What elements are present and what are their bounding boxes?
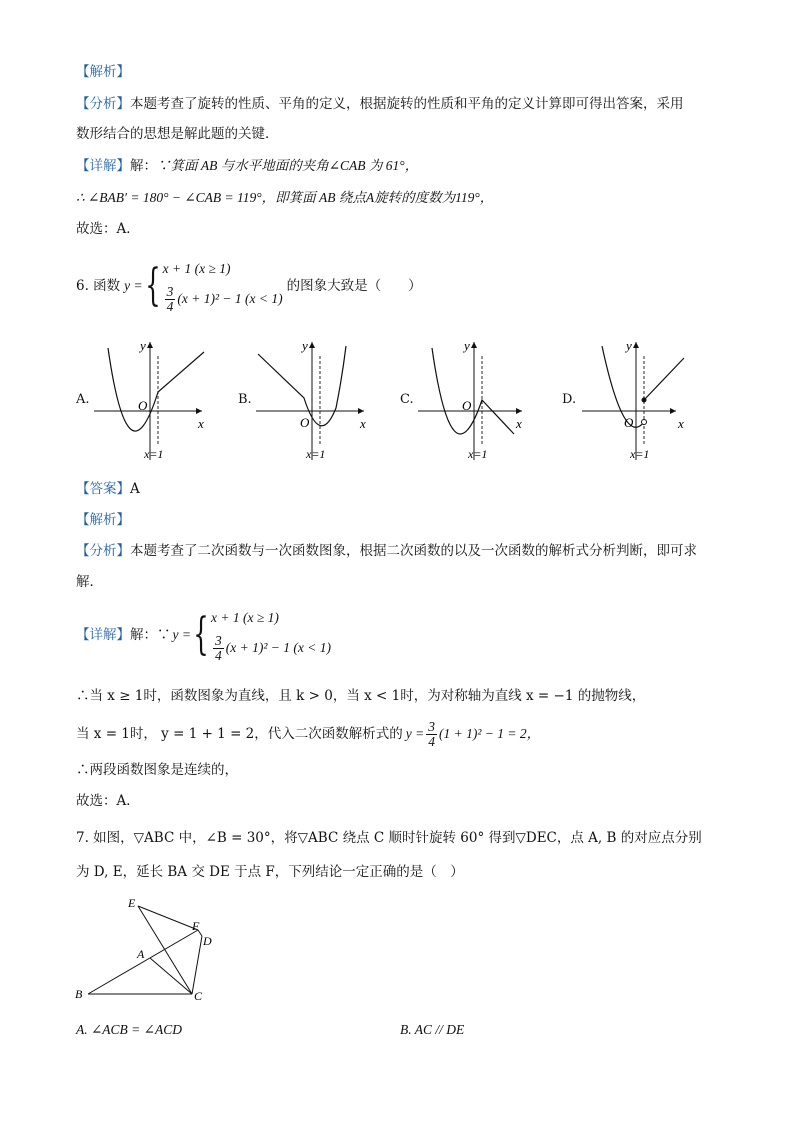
detail-2-piecewise-line: [76, 605, 331, 665]
detail-2-line2: [76, 718, 540, 750]
analysis-tag-2: 【分析】: [76, 543, 130, 559]
y-axis-label: y: [302, 338, 308, 353]
q6-case-2: [163, 285, 283, 314]
analysis-2-line2: 解．: [76, 574, 103, 590]
detail-text: 解：: [130, 158, 157, 174]
origin-label: O: [138, 398, 148, 413]
answer-line: [76, 479, 140, 499]
option-b-label: B.: [238, 392, 252, 407]
x-axis-label: x: [198, 416, 204, 431]
analysis-text-line1: 本题考查了旋转的性质、平角的定义，根据旋转的性质和平角的定义计算即可得出答案，采用: [130, 96, 684, 112]
answer-tag: 【答案】: [76, 481, 130, 497]
left-brace-icon: {: [144, 260, 161, 311]
analysis-section-header: 【解析】: [76, 64, 130, 80]
option-c-label: C.: [400, 392, 414, 407]
point-d-label: D: [203, 934, 212, 948]
x-axis-label: x: [678, 416, 684, 431]
detail-2-frac-num: 3: [214, 632, 222, 648]
q6-frac-den: 4: [166, 298, 174, 314]
x-axis-arrow-icon: [670, 408, 676, 414]
point-c-label: C: [194, 989, 203, 1003]
q6-case-1: x + 1 (x ≥ 1): [162, 260, 231, 276]
segment-ac: [150, 958, 192, 994]
point-f-label: F: [192, 919, 200, 933]
point-e-label: E: [128, 896, 136, 910]
line-label: x=1: [630, 447, 650, 461]
y-axis-arrow-icon: [633, 342, 639, 348]
detail-2-piecewise: [191, 608, 331, 663]
analysis-text-line2: 数形结合的思想是解此题的关键．: [76, 126, 279, 142]
detail-math-line2: ∴ ∠BAB′ = 180° − ∠CAB = 119°，即箕面 AB 绕点A旋转的度数为119°，: [76, 190, 494, 205]
point-b-label: B: [75, 987, 83, 1001]
graph-option-d: [580, 338, 720, 463]
y-axis-arrow-icon: [147, 342, 153, 348]
detail-2-line2-a: 当 x = 1时， y = 1 + 1 = 2，代入二次函数解析式的: [76, 726, 403, 742]
analysis-2-line1: 本题考查了二次函数与一次函数图象，根据二次函数的以及一次函数的解析式分析判断，即可求: [130, 543, 697, 559]
question-6-stem: [76, 256, 422, 316]
segment-ef: [138, 906, 198, 930]
x-axis-label: x: [516, 416, 522, 431]
graph-option-b: [256, 338, 396, 463]
q6-frac-num: 3: [166, 283, 174, 299]
answer-value: A: [130, 481, 140, 497]
q6-piecewise: [143, 259, 283, 314]
q7-option-a: A. ∠ACB = ∠ACD: [76, 1022, 182, 1037]
detail-conclusion: 故选：A．: [76, 221, 140, 237]
line-label: x=1: [306, 447, 326, 461]
x-axis-arrow-icon: [516, 408, 522, 414]
line-label: x=1: [144, 447, 164, 461]
left-brace-icon: {: [193, 609, 209, 660]
q6-y-eq: y =: [124, 278, 143, 293]
q6-suffix: 的图象大致是（ ）: [286, 278, 422, 294]
y-axis-label: y: [140, 338, 146, 353]
detail-2-line2-den: 4: [428, 733, 435, 749]
function-curve: [108, 348, 204, 431]
detail-2-line3: ∴两段函数图象是连续的，: [76, 762, 238, 778]
y-axis-arrow-icon: [309, 342, 315, 348]
detail-math-line1: ∵箕面 AB 与水平地面的夹角∠CAB 为 61°，: [157, 158, 419, 173]
y-axis-label: y: [464, 338, 470, 353]
q7-figure: [72, 892, 222, 1007]
analysis-tag: 【分析】: [76, 96, 130, 112]
detail-2-line1: ∴当 x ≥ 1时，函数图象为直线，且 k > 0，当 x < 1时，为对称轴为直线 x = −1 的抛物线，: [76, 688, 646, 704]
x-axis-arrow-icon: [358, 408, 364, 414]
option-a-label: A.: [76, 392, 90, 407]
y-axis-label: y: [626, 338, 632, 353]
detail-tag-2: 【详解】: [76, 627, 130, 643]
q6-case-2-rest: (x + 1)² − 1 (x < 1): [177, 291, 283, 306]
detail-paragraph-1: [76, 156, 418, 176]
question-7-line2: 为 D, E，延长 BA 交 DE 于点 F，下列结论一定正确的是（ ）: [76, 864, 464, 880]
detail-tag: 【详解】: [76, 158, 130, 174]
detail-2-case-2: [211, 634, 331, 663]
graph-option-a: [94, 338, 234, 463]
origin-label: O: [624, 415, 634, 430]
origin-label: O: [462, 398, 472, 413]
function-curve: [432, 348, 514, 434]
graph-option-c: [418, 338, 558, 463]
analysis-paragraph-2: [76, 541, 697, 561]
detail-2-line2-c: (1 + 1)² − 1 = 2，: [439, 726, 541, 741]
closed-point: [642, 398, 647, 403]
x-axis-label: x: [360, 416, 366, 431]
parabola-piece: [602, 346, 644, 427]
detail-2-line2-b: y =: [405, 726, 425, 741]
y-axis-arrow-icon: [471, 342, 477, 348]
line-label: x=1: [468, 447, 488, 461]
question-7-line1: 7. 如图，▽ABC 中，∠B = 30°，将▽ABC 绕点 C 顺时针旋转 60° 得到▽DEC，点 A, B 的对应点分别: [76, 830, 702, 846]
analysis-section-header-2: 【解析】: [76, 512, 130, 528]
open-point: [642, 420, 647, 425]
detail-2-case-2-rest: (x + 1)² − 1 (x < 1): [225, 640, 331, 655]
detail-2-case-1: x + 1 (x ≥ 1): [210, 609, 279, 625]
segment-dc: [192, 936, 202, 994]
segment-ec: [138, 906, 192, 994]
detail-2-line4: 故选：A．: [76, 793, 140, 809]
analysis-paragraph-1: [76, 94, 684, 114]
option-d-label: D.: [562, 392, 577, 407]
function-curve: [258, 346, 346, 426]
detail-2-line2-num: 3: [428, 718, 435, 734]
x-axis-arrow-icon: [196, 408, 202, 414]
q7-option-b: B. AC // DE: [400, 1022, 465, 1037]
detail-2-prefix: 解：∵: [130, 627, 171, 643]
detail-2-frac-den: 4: [214, 647, 222, 663]
detail-2-y-eq: y =: [172, 627, 191, 642]
origin-label: O: [300, 415, 310, 430]
line-piece: [644, 358, 684, 400]
q6-prefix: 6. 函数: [76, 278, 121, 294]
point-a-label: A: [137, 947, 145, 961]
